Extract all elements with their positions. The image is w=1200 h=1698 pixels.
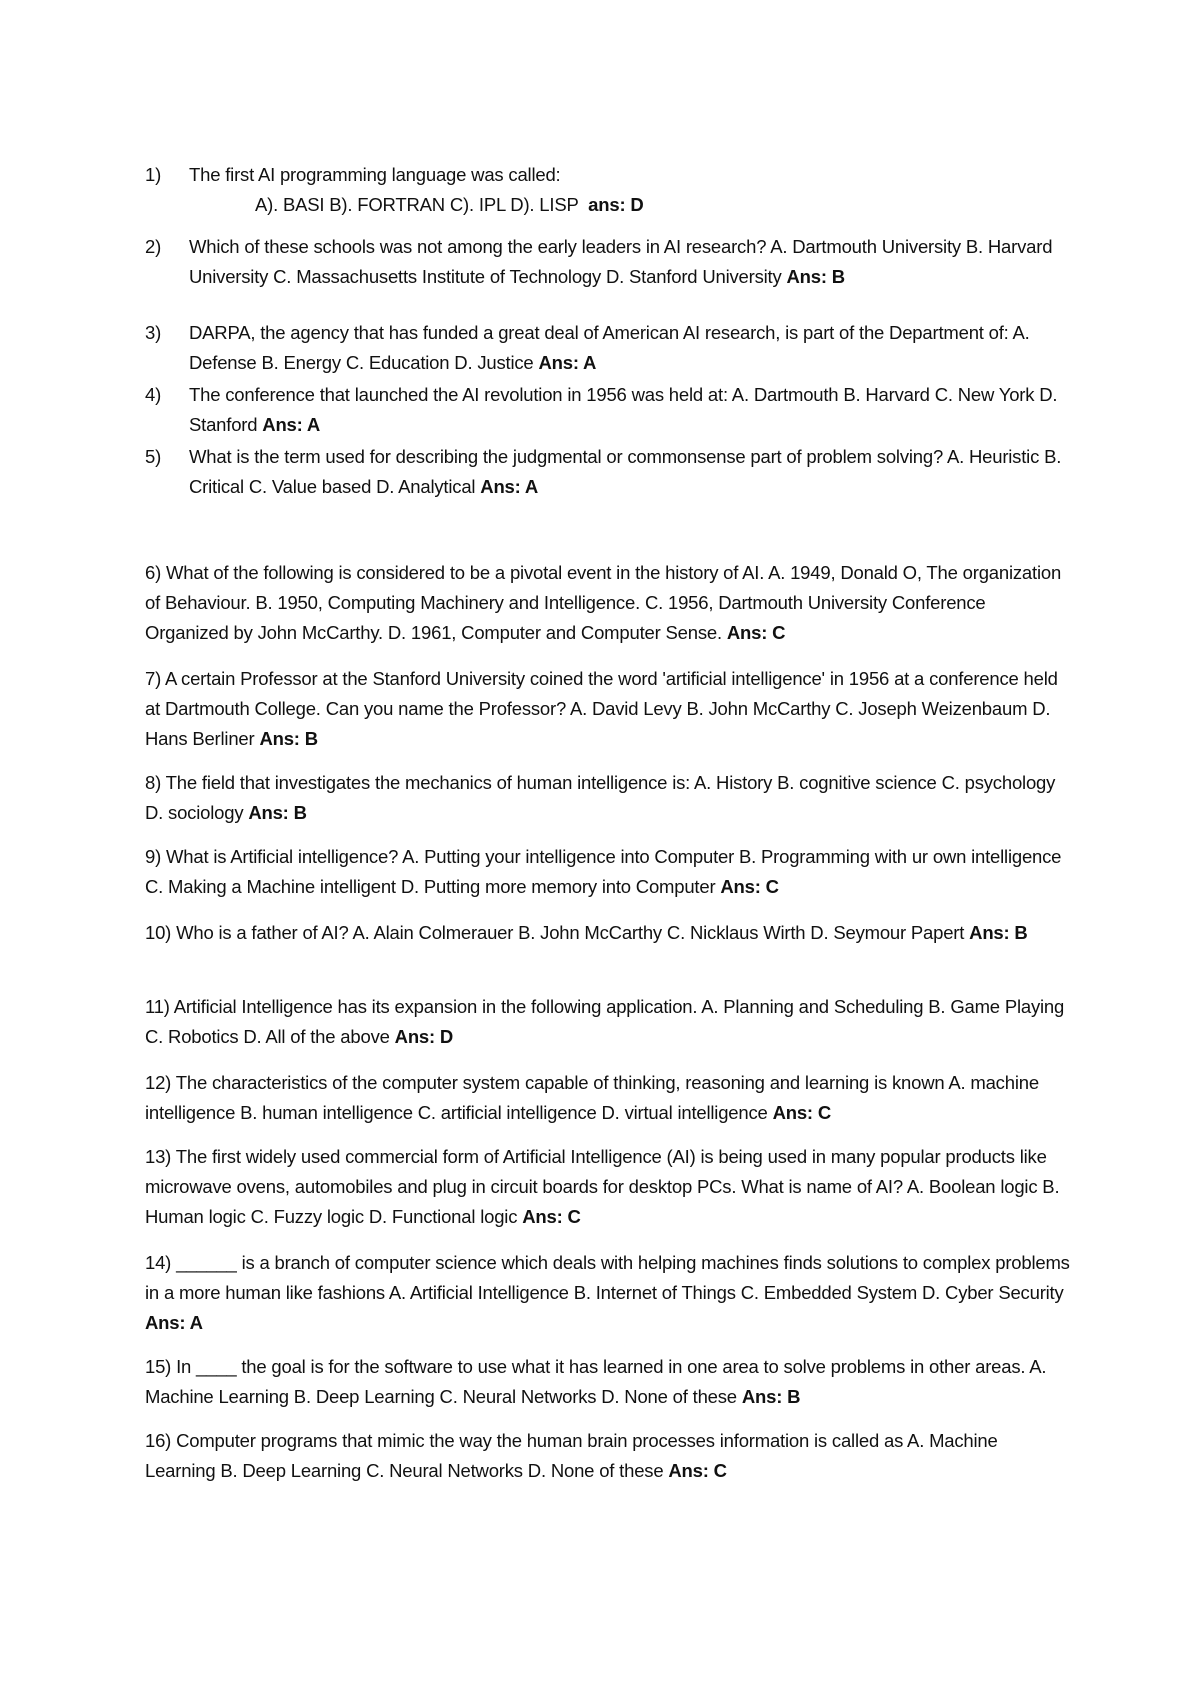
question-text: DARPA, the agency that has funded a great deal of American AI research, is part of the Department of: A. Defense B. Energy C. Education D. Justice	[189, 322, 1030, 373]
question-text: ______ is a branch of computer science which deals with helping machines finds solutions to complex problems in a more human like fashions A. Artificial Intelligence B. Internet of Things C. Embedded System D. Cyber Security	[145, 1252, 1070, 1303]
question-number: 4)	[145, 384, 162, 405]
question-text: The characteristics of the computer system capable of thinking, reasoning and learning is known A. machine intelligence B. human intelligence C. artificial intelligence D. virtual intelligence	[145, 1072, 1039, 1123]
answer: Ans: B	[259, 728, 318, 749]
question-14	[145, 1248, 1070, 1338]
question-text: Which of these schools was not among the early leaders in AI research? A. Dartmouth University B. Harvard University C. Massachusetts Institute of Technology D. Stanford University	[189, 236, 1053, 287]
question-number: 7)	[145, 668, 162, 689]
question-3	[145, 318, 1070, 378]
question-number: 14)	[145, 1252, 172, 1273]
answer: Ans: C	[522, 1206, 581, 1227]
answer: Ans: B	[248, 802, 307, 823]
question-8	[145, 768, 1070, 828]
answer: Ans: D	[394, 1026, 454, 1047]
answer: Ans: A	[145, 1312, 203, 1333]
answer: ans: D	[588, 194, 644, 215]
question-text: What is the term used for describing the judgmental or commonsense part of problem solving? A. Heuristic B. Critical C. Value based D. Analytical	[189, 446, 1062, 497]
answer: Ans: B	[786, 266, 845, 287]
question-text: The field that investigates the mechanics of human intelligence is: A. History B. cognitive science C. psychology D. sociology	[145, 772, 1056, 823]
answer: Ans: C	[720, 876, 779, 897]
answer: Ans: B	[741, 1386, 801, 1407]
question-number: 16)	[145, 1430, 172, 1451]
question-text: What is Artificial intelligence? A. Putting your intelligence into Computer B. Programming with ur own intelligence C. Making a Machine intelligent D. Putting more memory into Computer	[145, 846, 1062, 897]
question-1	[145, 160, 1070, 220]
answer: Ans: C	[668, 1460, 727, 1481]
question-4	[145, 380, 1070, 440]
question-text: The conference that launched the AI revolution in 1956 was held at: A. Dartmouth B. Harvard C. New York D. Stanford	[189, 384, 1058, 435]
answer: Ans: A	[480, 476, 539, 497]
question-number: 13)	[145, 1146, 172, 1167]
answer: Ans: A	[538, 352, 597, 373]
question-number: 11)	[145, 996, 170, 1017]
question-text: In ____ the goal is for the software to use what it has learned in one area to solve problems in other areas. A. Machine Learning B. Deep Learning C. Neural Networks D. None of these	[145, 1356, 1047, 1407]
answer: Ans: B	[969, 922, 1028, 943]
question-number: 12)	[145, 1072, 172, 1093]
question-text: Artificial Intelligence has its expansion in the following application. A. Planning and Scheduling B. Game Playing C. Robotics D. All of the above	[145, 996, 1065, 1047]
question-number: 9)	[145, 846, 162, 867]
question-12	[145, 1068, 1070, 1128]
question-number: 3)	[145, 322, 162, 343]
question-5	[145, 442, 1070, 502]
question-number: 1)	[145, 164, 162, 185]
answer: Ans: C	[726, 622, 786, 643]
question-16	[145, 1426, 1070, 1486]
question-number: 6)	[145, 562, 162, 583]
question-options: A). BASI B). FORTRAN C). IPL D). LISP	[255, 194, 579, 215]
question-15	[145, 1352, 1070, 1412]
question-text: The first widely used commercial form of Artificial Intelligence (AI) is being used in many popular products like microwave ovens, automobiles and plug in circuit boards for desktop PCs. What is name of AI? A. Boolean logic B. Human logic C. Fuzzy logic D. Functional logic	[145, 1146, 1060, 1227]
question-text: The first AI programming language was called:	[189, 164, 561, 185]
question-10	[145, 918, 1070, 948]
answer: Ans: C	[772, 1102, 831, 1123]
question-number: 2)	[145, 236, 162, 257]
question-9	[145, 842, 1070, 902]
question-11	[145, 992, 1070, 1052]
question-number: 15)	[145, 1356, 172, 1377]
answer: Ans: A	[262, 414, 321, 435]
question-2	[145, 232, 1070, 292]
question-7	[145, 664, 1070, 754]
question-13	[145, 1142, 1070, 1232]
question-number: 5)	[145, 446, 162, 467]
question-text: Computer programs that mimic the way the human brain processes information is called as A. Machine Learning B. Deep Learning C. Neural Networks D. None of these	[145, 1430, 998, 1481]
question-6	[145, 558, 1070, 648]
question-number: 10)	[145, 922, 172, 943]
question-text: What of the following is considered to be a pivotal event in the history of AI. A. 1949, Donald O, The organization of Behaviour. B. 1950, Computing Machinery and Intelligence. C. 1956, Dartmouth University Conference Organized by John McCarthy. D. 1961, Computer and Computer Sense.	[145, 562, 1062, 643]
question-number: 8)	[145, 772, 162, 793]
question-text: A certain Professor at the Stanford University coined the word 'artificial intelligence' in 1956 at a conference held at Dartmouth College. Can you name the Professor? A. David Levy B. John McCarthy C. Joseph Weizenbaum D. Hans Berliner	[145, 668, 1058, 749]
question-text: Who is a father of AI? A. Alain Colmerauer B. John McCarthy C. Nicklaus Wirth D. Seymour Papert	[176, 922, 965, 943]
